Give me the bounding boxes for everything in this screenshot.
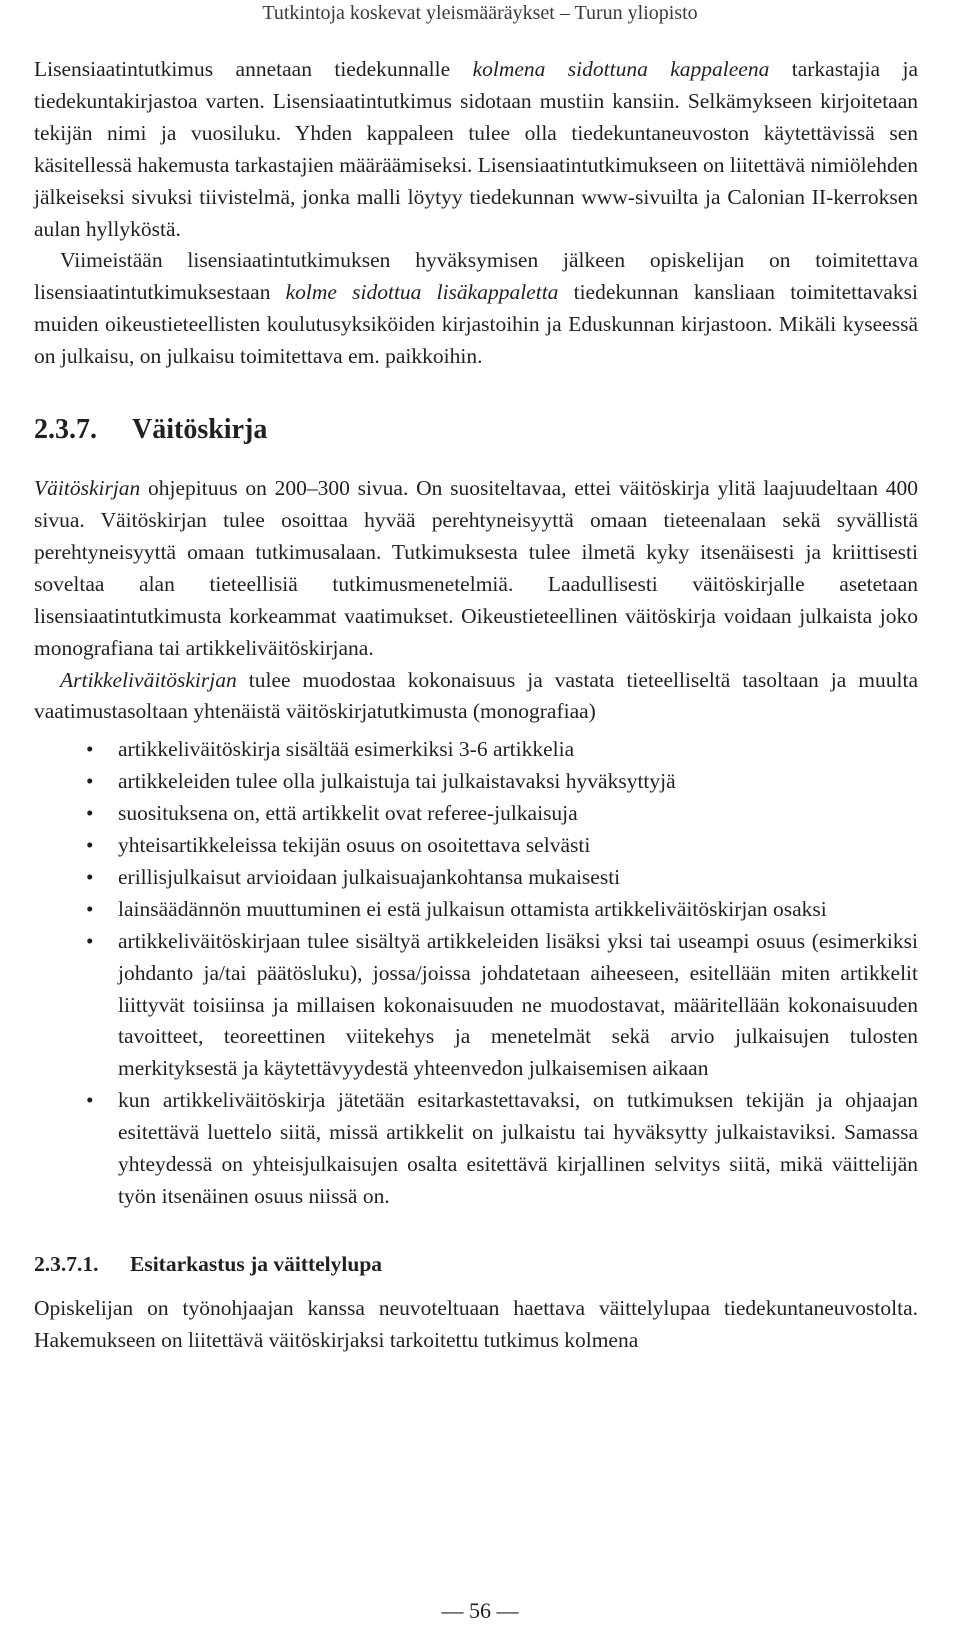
running-header: Tutkintoja koskevat yleismääräykset – Turun yliopisto — [262, 2, 698, 24]
emphasis-text: kolme sidottua lisäkappaletta — [285, 280, 559, 305]
list-item-text: lainsäädännön muuttuminen ei estä julkaisun ottamista artikkeliväitöskirjan osaksi — [118, 896, 827, 921]
bullet-icon: • — [86, 737, 94, 762]
list-item-text: artikkeliväitöskirja sisältää esimerkiksi 3-6 artikkelia — [118, 737, 575, 762]
emphasis-text: kolmena sidottuna kappaleena — [472, 57, 770, 81]
list-item — [86, 798, 918, 830]
list-item-text: yhteisartikkeleissa tekijän osuus on osoitettava selvästi — [118, 833, 591, 858]
list-item — [86, 830, 918, 862]
list-item-text: artikkeliväitöskirjaan tulee sisältyä artikkeleiden lisäksi yksi tai useampi osuus (esimerkiksi johdanto ja/tai päätösluku), jossa/joissa johdatetaan aiheeseen, esitellään miten artikkelit liittyvät toisiinsa ja millaisen kokonaisuuden ne muodostavat, määritellään kokonaisuuden tavoitteet, teoreettinen viitekehys ja menetelmät sekä arvio julkaisujen tulosten merkityksestä ja käytettävyydestä yhteenvedon julkaisemisen aikaan — [118, 928, 918, 1081]
section-title: Esitarkastus ja väittelylupa — [130, 1251, 383, 1276]
list-item-text: erillisjulkaisut arvioidaan julkaisuajankohtansa mukaisesti — [118, 864, 621, 889]
paragraph-additional-copies — [34, 245, 918, 373]
bullet-icon: • — [86, 928, 94, 953]
text-segment: ohjepituus on 200–300 sivua. On suositeltavaa, ettei väitöskirja ylitä laajuudeltaan 400 sivua. Väitöskirjan tulee osoittaa hyvää perehtyneisyyttä omaan tieteenalaan sekä syvällistä perehtyneisyyttä omaan tutkimusalaan. Tutkimuksesta tulee ilmetä kyky itsenäisesti ja kriittisesti soveltaa alan tieteellisiä tutkimusmenetelmiä. Laadullisesti väitöskirjalle asetetaan lisensiaatintutkimusta korkeammat vaatimukset. Oikeustieteellinen väitöskirja voidaan julkaista joko monografiana tai artikkeliväitöskirjana. — [34, 476, 918, 660]
list-item — [86, 926, 918, 1086]
list-item-text: kun artikkeliväitöskirja jätetään esitarkastettavaksi, on tutkimuksen tekijän ja ohjaajan esitettävä luettelo siitä, missä artikkelit on julkaistu tai hyväksytty julkaistaviksi. Samassa yhteydessä on yhteisjulkaisujen osalta esitettävä kirjallinen selvitys siitä, mikä väittelijän työn itsenäinen osuus niissä on. — [118, 1088, 918, 1208]
page-number: — 56 — — [441, 1598, 519, 1623]
text-segment: tulee muodostaa kokonaisuus ja vastata tieteelliseltä tasoltaan ja muulta vaatimustasoltaan yhtenäistä väitöskirjatutkimusta (monografiaa) — [34, 667, 918, 724]
list-item — [86, 766, 918, 798]
section-heading-2-3-7 — [34, 413, 918, 447]
text-segment: tiedekunnan kansliaan toimitettavaksi muiden oikeustieteellisten koulutusyksiköiden kirjastoihin ja Eduskunnan kirjastoon. Mikäli kyseessä on julkaisu, on julkaisu toimitettava em. paikkoihin. — [34, 280, 918, 369]
list-item — [86, 862, 918, 894]
section-number: 2.3.7.1. — [34, 1251, 99, 1276]
bullet-icon: • — [86, 833, 94, 858]
emphasis-text: Väitöskirjan — [34, 476, 141, 501]
list-item-text: suosituksena on, että artikkelit ovat referee-julkaisuja — [118, 801, 578, 826]
section-title: Väitöskirja — [132, 414, 268, 446]
bullet-icon: • — [86, 801, 94, 826]
paragraph-dissertation-length — [34, 473, 918, 664]
list-item-text: artikkeleiden tulee olla julkaistuja tai julkaistavaksi hyväksyttyjä — [118, 769, 676, 794]
page-body — [34, 54, 918, 1357]
list-item — [86, 894, 918, 926]
section-number: 2.3.7. — [34, 414, 97, 446]
bullet-icon: • — [86, 769, 94, 794]
text-segment: Lisensiaatintutkimus annetaan tiedekunnalle — [34, 57, 473, 81]
requirements-list — [34, 734, 918, 1213]
bullet-icon: • — [86, 1088, 94, 1113]
emphasis-text: Artikkeliväitöskirjan — [60, 667, 237, 692]
list-item — [86, 734, 918, 766]
section-heading-2-3-7-1 — [34, 1249, 918, 1281]
paragraph-pre-examination: Opiskelijan on työnohjaajan kanssa neuvoteltuaan haettava väittelylupaa tiedekuntaneuvostolta. Hakemukseen on liitettävä väitöskirjaksi tarkoitettu tutkimus kolmena — [34, 1295, 918, 1352]
paragraph-article-dissertation — [34, 665, 918, 729]
bullet-icon: • — [86, 896, 94, 921]
text-segment: Viimeistään lisensiaatintutkimuksen hyväksymisen jälkeen opiskelijan on toimitettava lisensiaatintutkimuksestaan — [34, 248, 918, 305]
text-segment: tarkastajia ja tiedekuntakirjastoa varten. Lisensiaatintutkimus sidotaan mustiin kansiin. Selkämykseen kirjoitetaan tekijän nimi ja vuosiluku. Yhden kappaleen tulee olla tiedekuntaneuvoston käytettävissä sen käsitellessä hakemusta tarkastajien määräämiseksi. Lisensiaatintutkimukseen on liitettävä nimiölehden jälkeiseksi sivuksi tiivistelmä, jonka malli löytyy tiedekunnan www-sivuilta ja Calonian II-kerroksen aulan hyllyköstä. — [34, 57, 919, 241]
list-item — [86, 1085, 918, 1213]
bullet-icon: • — [86, 864, 94, 889]
paragraph-licentiate-copies — [34, 54, 918, 245]
